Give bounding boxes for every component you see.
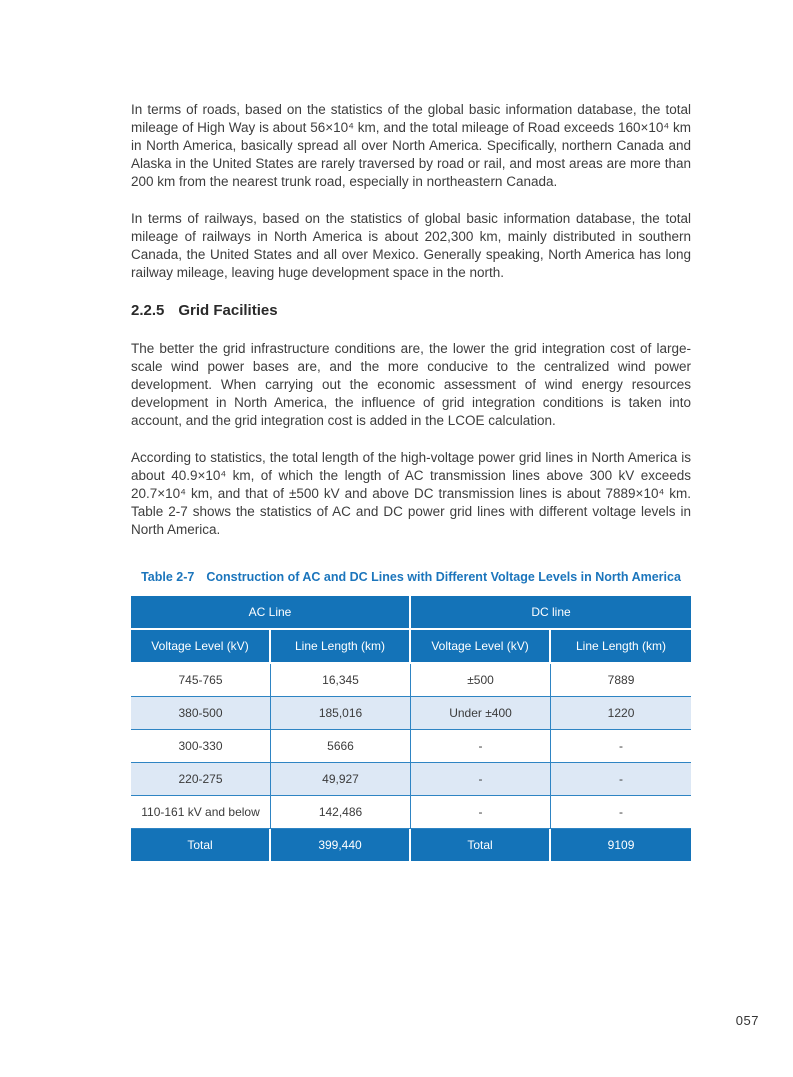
grid-lines-table bbox=[131, 596, 691, 861]
paragraph-railways: In terms of railways, based on the statistics of global basic information database, the total mileage of railways in North America is about 202,300 km, mainly distributed in southern Canada, the United States and all over Mexico. Generally speaking, North America has long railway mileage, leaving huge development space in the north. bbox=[131, 211, 691, 280]
table-cell: - bbox=[411, 763, 551, 796]
column-header-row bbox=[131, 630, 691, 664]
table-cell: 9109 bbox=[551, 829, 691, 861]
table-caption-label: Table 2-7 bbox=[141, 570, 195, 584]
col-header-dc-length: Line Length (km) bbox=[551, 630, 691, 664]
table-cell: 16,345 bbox=[271, 664, 411, 697]
table-cell: 110-161 kV and below bbox=[131, 796, 271, 829]
table-cell: ±500 bbox=[411, 664, 551, 697]
table-cell: 380-500 bbox=[131, 697, 271, 730]
table-cell: 185,016 bbox=[271, 697, 411, 730]
col-header-ac-voltage: Voltage Level (kV) bbox=[131, 630, 271, 664]
table-cell: Total bbox=[411, 829, 551, 861]
table-row bbox=[131, 697, 691, 730]
paragraph-grid-statistics: According to statistics, the total length of the high-voltage power grid lines in North America is about 40.9×10⁴ km, of which the length of AC transmission lines above 300 kV exceeds 20.7×10⁴ km, and that of ±500 kV and above DC transmission lines is about 7889×10⁴ km. Table 2-7 shows the statistics of AC and DC power grid lines with different voltage levels in North America. bbox=[131, 450, 691, 537]
section-heading bbox=[131, 301, 691, 321]
table-cell: 399,440 bbox=[271, 829, 411, 861]
table-caption bbox=[131, 570, 691, 584]
group-header-dc-line: DC line bbox=[411, 596, 691, 630]
table-row bbox=[131, 730, 691, 763]
paragraph-grid-conditions: The better the grid infrastructure conditions are, the lower the grid integration cost of large-scale wind power bases are, and the more conducive to the centralized wind power development. When carrying out the economic assessment of wind energy resources development in North America, the influence of grid integration conditions is taken into account, and the grid integration cost is added in the LCOE calculation. bbox=[131, 341, 691, 428]
section-title: Grid Facilities bbox=[178, 302, 278, 319]
page-number: 057 bbox=[735, 1013, 759, 1028]
table-cell: 5666 bbox=[271, 730, 411, 763]
col-header-ac-length: Line Length (km) bbox=[271, 630, 411, 664]
table-row bbox=[131, 796, 691, 829]
table-cell: 745-765 bbox=[131, 664, 271, 697]
table-cell: 142,486 bbox=[271, 796, 411, 829]
table-cell: 7889 bbox=[551, 664, 691, 697]
table-cell: - bbox=[551, 796, 691, 829]
page-content bbox=[131, 101, 691, 861]
table-cell: 220-275 bbox=[131, 763, 271, 796]
table-cell: 1220 bbox=[551, 697, 691, 730]
table-cell: - bbox=[411, 730, 551, 763]
table-caption-title: Construction of AC and DC Lines with Different Voltage Levels in North America bbox=[206, 570, 681, 584]
paragraph-roads: In terms of roads, based on the statistics of the global basic information database, the total mileage of High Way is about 56×10⁴ km, and the total mileage of Road exceeds 160×10⁴ km in North America, basically spread all over North America. Specifically, northern Canada and Alaska in the United States are rarely traversed by road or rail, and most areas are more than 200 km from the nearest trunk road, especially in northeastern Canada. bbox=[131, 102, 691, 189]
table-total-row bbox=[131, 829, 691, 861]
group-header-ac-line: AC Line bbox=[131, 596, 411, 630]
table-row bbox=[131, 664, 691, 697]
table-cell: 300-330 bbox=[131, 730, 271, 763]
table-cell: 49,927 bbox=[271, 763, 411, 796]
col-header-dc-voltage: Voltage Level (kV) bbox=[411, 630, 551, 664]
table-cell: Under ±400 bbox=[411, 697, 551, 730]
table-cell: - bbox=[551, 730, 691, 763]
table-row bbox=[131, 763, 691, 796]
group-header-row bbox=[131, 596, 691, 630]
section-number: 2.2.5 bbox=[131, 302, 165, 319]
table-cell: Total bbox=[131, 829, 271, 861]
table-cell: - bbox=[551, 763, 691, 796]
table-cell: - bbox=[411, 796, 551, 829]
